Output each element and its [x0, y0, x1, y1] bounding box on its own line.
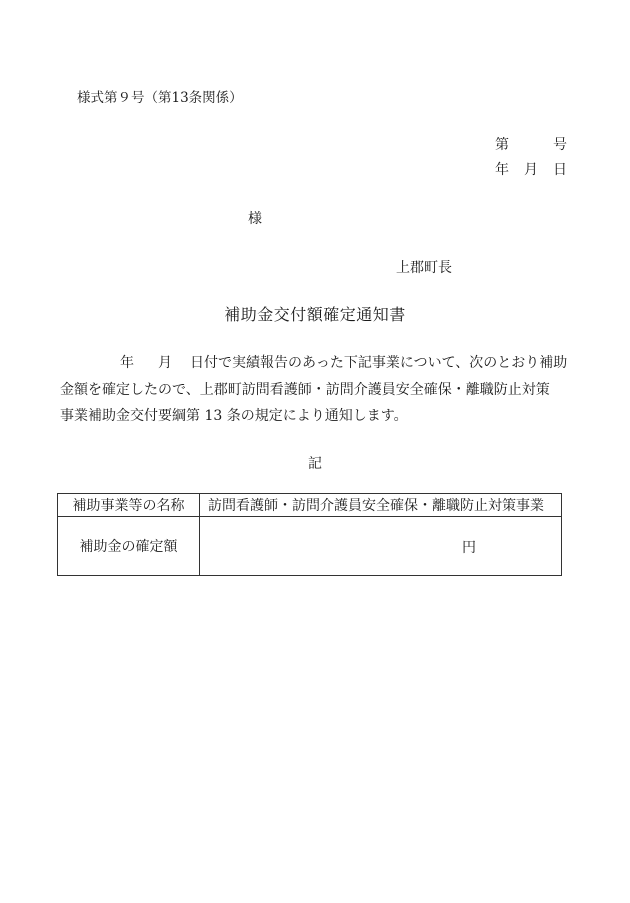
body-year: 年: [120, 355, 134, 371]
body-line-1: [60, 350, 576, 377]
issuer-name: 上郡町長: [396, 260, 452, 276]
confirmed-amount-cell: [200, 517, 562, 576]
table-row: [58, 517, 562, 576]
ki-heading: 記: [308, 456, 322, 472]
project-name-value: 訪問看護師・訪問介護員安全確保・離職防止対策事業: [200, 494, 562, 517]
confirmed-amount-label: 補助金の確定額: [58, 517, 200, 576]
addressee-honorific: 様: [248, 211, 262, 227]
notice-body: [60, 350, 576, 430]
yen-unit: 円: [462, 540, 476, 556]
body-line-2: 金額を確定したので、上郡町訪問看護師・訪問介護員安全確保・離職防止対策: [60, 381, 550, 398]
document-number: [495, 134, 567, 154]
table-row: [58, 494, 562, 517]
form-number: 様式第９号（第13条関係）: [77, 90, 243, 106]
body-month: 月: [158, 355, 172, 371]
date-year: 年: [495, 162, 509, 178]
grant-details-table: [57, 493, 562, 576]
date-day: 日: [553, 162, 567, 178]
date-month: 月: [524, 162, 538, 178]
body-line-3: 事業補助金交付要綱第 13 条の規定により通知します。: [60, 408, 408, 424]
project-name-label: 補助事業等の名称: [58, 494, 200, 517]
document-number-prefix: 第: [495, 137, 509, 153]
document-date: [495, 159, 567, 179]
document-title: 補助金交付額確定通知書: [224, 305, 406, 324]
document-number-suffix: 号: [553, 137, 567, 153]
body-line-1-rest: 日付で実績報告のあった下記事業について、次のとおり補助: [190, 355, 568, 371]
